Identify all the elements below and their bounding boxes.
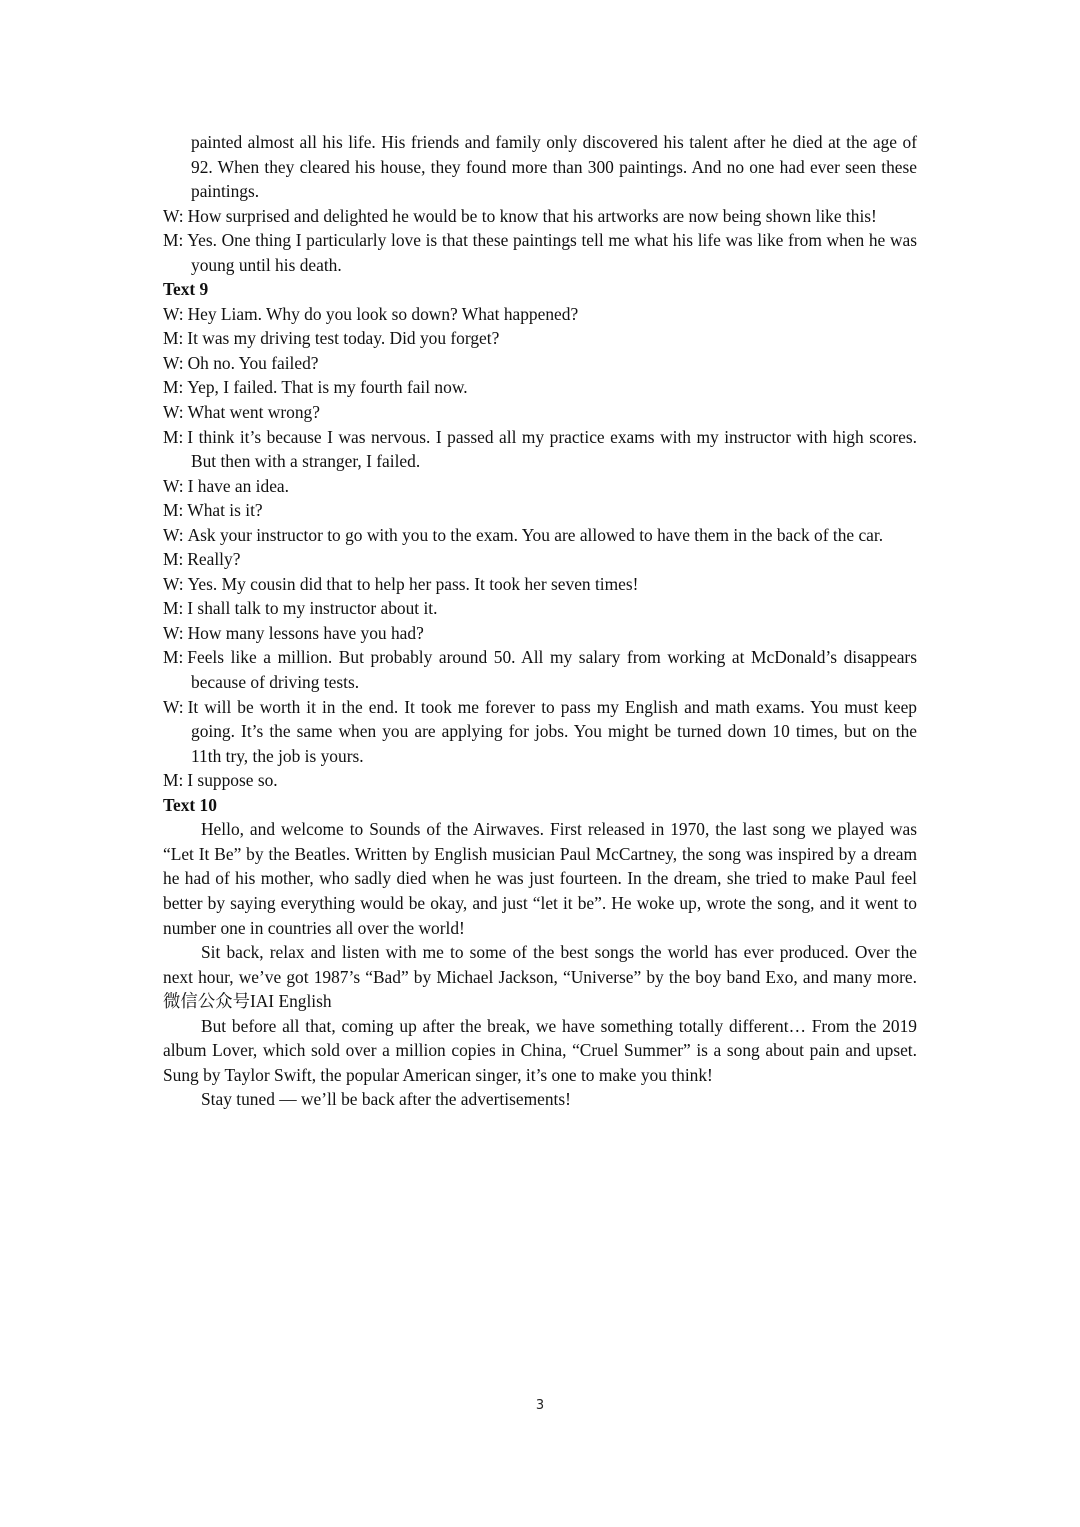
dialogue-text: It was my driving test today. Did you forget? xyxy=(187,328,500,349)
speaker-label: M: xyxy=(163,328,184,349)
dialogue-text: Yes. My cousin did that to help her pass. It took her seven times! xyxy=(187,573,639,594)
speaker-label: M: xyxy=(163,549,184,570)
dialogue-line xyxy=(163,204,917,229)
dialogue-line xyxy=(163,572,917,597)
intro-continuation: painted almost all his life. His friends and family only discovered his talent after he died at the age of 92. When they cleared his house, they found more than 300 paintings. And no one had ever seen these paintings. xyxy=(191,132,917,202)
speaker-label: W: xyxy=(163,205,184,226)
dialogue-text: I suppose so. xyxy=(187,770,278,791)
speaker-label: M: xyxy=(163,647,184,668)
dialogue-line xyxy=(163,425,917,474)
page-number: 3 xyxy=(535,1398,545,1413)
dialogue-text: Oh no. You failed? xyxy=(187,352,319,373)
paragraph: Stay tuned — we’ll be back after the advertisements! xyxy=(201,1089,571,1110)
speaker-label: W: xyxy=(163,524,184,545)
speaker-label: M: xyxy=(163,500,184,521)
speaker-label: W: xyxy=(163,696,184,717)
dialogue-text: I shall talk to my instructor about it. xyxy=(187,598,438,619)
dialogue-line xyxy=(163,768,917,793)
speaker-label: M: xyxy=(163,230,184,251)
dialogue-text: Really? xyxy=(187,549,241,570)
speaker-label: W: xyxy=(163,303,184,324)
dialogue-line xyxy=(163,375,917,400)
speaker-label: W: xyxy=(163,352,184,373)
dialogue-text: What went wrong? xyxy=(187,402,320,423)
dialogue-line xyxy=(163,547,917,572)
dialogue-line xyxy=(163,228,917,277)
paragraph: Hello, and welcome to Sounds of the Airwaves. First released in 1970, the last song we played was “Let It Be” by the Beatles. Written by English musician Paul McCartney, the song was inspired by a dream he had of his mother, who sadly died when he was just fourteen. In the dream, she tried to make Paul feel better by saying everything would be okay, and just “let it be”. He woke up, wrote the song, and it went to number one in countries all over the world! xyxy=(163,819,917,938)
dialogue-line xyxy=(163,621,917,646)
dialogue-line xyxy=(163,645,917,694)
dialogue-text: Hey Liam. Why do you look so down? What happened? xyxy=(187,303,579,324)
dialogue-text: I have an idea. xyxy=(187,475,289,496)
section-heading-text-9: Text 9 xyxy=(163,279,209,300)
speaker-label: M: xyxy=(163,377,184,398)
dialogue-line xyxy=(163,695,917,769)
dialogue-text: How many lessons have you had? xyxy=(187,622,424,643)
dialogue-line xyxy=(163,302,917,327)
speaker-label: W: xyxy=(163,573,184,594)
dialogue-line xyxy=(163,351,917,376)
speaker-label: M: xyxy=(163,426,184,447)
dialogue-text: Yes. One thing I particularly love is that these paintings tell me what his life was like from when he was young until his death. xyxy=(187,230,917,275)
speaker-label: M: xyxy=(163,770,184,791)
dialogue-text: It will be worth it in the end. It took me forever to pass my English and math exams. You must keep going. It’s the same when you are applying for jobs. You might be turned down 10 times, but on the 11th try, the job is yours. xyxy=(187,696,917,766)
dialogue-text: I think it’s because I was nervous. I passed all my practice exams with my instructor with high scores. But then with a stranger, I failed. xyxy=(187,426,917,472)
dialogue-text: How surprised and delighted he would be to know that his artworks are now being shown like this! xyxy=(187,205,877,226)
speaker-label: W: xyxy=(163,622,184,643)
dialogue-line xyxy=(163,400,917,425)
speaker-label: W: xyxy=(163,475,184,496)
dialogue-text: Ask your instructor to go with you to the exam. You are allowed to have them in the back of the car. xyxy=(187,524,884,545)
dialogue-line xyxy=(163,474,917,499)
section-heading-text-10: Text 10 xyxy=(163,794,217,815)
dialogue-line xyxy=(163,523,917,548)
paragraph: But before all that, coming up after the break, we have something totally different… From the 2019 album Lover, which sold over a million copies in China, “Cruel Summer” is a song about pain and upset. Sung by Taylor Swift, the popular American singer, it’s one to make you think! xyxy=(163,1015,917,1085)
speaker-label: M: xyxy=(163,598,184,619)
dialogue-line xyxy=(163,596,917,621)
dialogue-text: What is it? xyxy=(187,500,263,521)
dialogue-text: Feels like a million. But probably around 50. All my salary from working at McDonald’s disappears because of driving tests. xyxy=(187,647,917,693)
speaker-label: W: xyxy=(163,402,184,423)
paragraph: Sit back, relax and listen with me to some of the best songs the world has ever produced. Over the next hour, we’ve got 1987’s “Bad” by Michael Jackson, “Universe” by the boy band Exo, and many more.微信公众号IAI English xyxy=(163,942,917,1012)
dialogue-text: Yep, I failed. That is my fourth fail now. xyxy=(187,377,468,398)
dialogue-line xyxy=(163,326,917,351)
document-page xyxy=(163,130,917,1112)
dialogue-line xyxy=(163,498,917,523)
